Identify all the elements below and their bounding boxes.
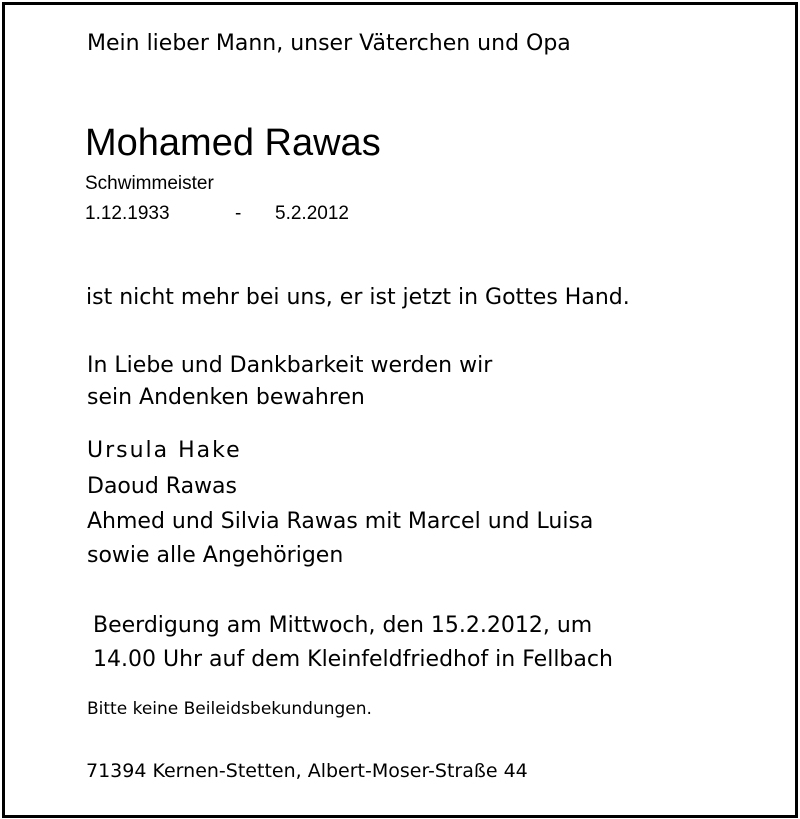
life-dates (85, 204, 349, 223)
remembrance-line-1: In Liebe und Dankbarkeit werden wir (87, 353, 493, 378)
birth-date: 1.12.1933 (85, 203, 170, 224)
statement-line: ist nicht mehr bei uns, er ist jetzt in Gottes Hand. (86, 285, 630, 310)
family-address: 71394 Kernen-Stetten, Albert-Moser-Straße 44 (86, 760, 528, 782)
funeral-line-2: 14.00 Uhr auf dem Kleinfeldfriedhof in Fellbach (93, 647, 613, 672)
date-separator: - (235, 203, 242, 224)
remembrance-line-2: sein Andenken bewahren (87, 385, 365, 410)
funeral-line-1: Beerdigung am Mittwoch, den 15.2.2012, um (93, 613, 593, 638)
death-date: 5.2.2012 (275, 203, 349, 224)
mourner-3: Ahmed und Silvia Rawas mit Marcel und Luisa (87, 509, 594, 534)
deceased-name: Mohamed Rawas (85, 122, 381, 164)
intro-line: Mein lieber Mann, unser Väterchen und Opa (87, 31, 571, 56)
mourner-1: Ursula Hake (87, 438, 242, 463)
mourner-4: sowie alle Angehörigen (87, 543, 344, 568)
profession: Schwimmeister (85, 173, 214, 194)
condolence-request: Bitte keine Beileidsbekundungen. (87, 699, 372, 719)
mourner-2: Daoud Rawas (87, 474, 238, 499)
